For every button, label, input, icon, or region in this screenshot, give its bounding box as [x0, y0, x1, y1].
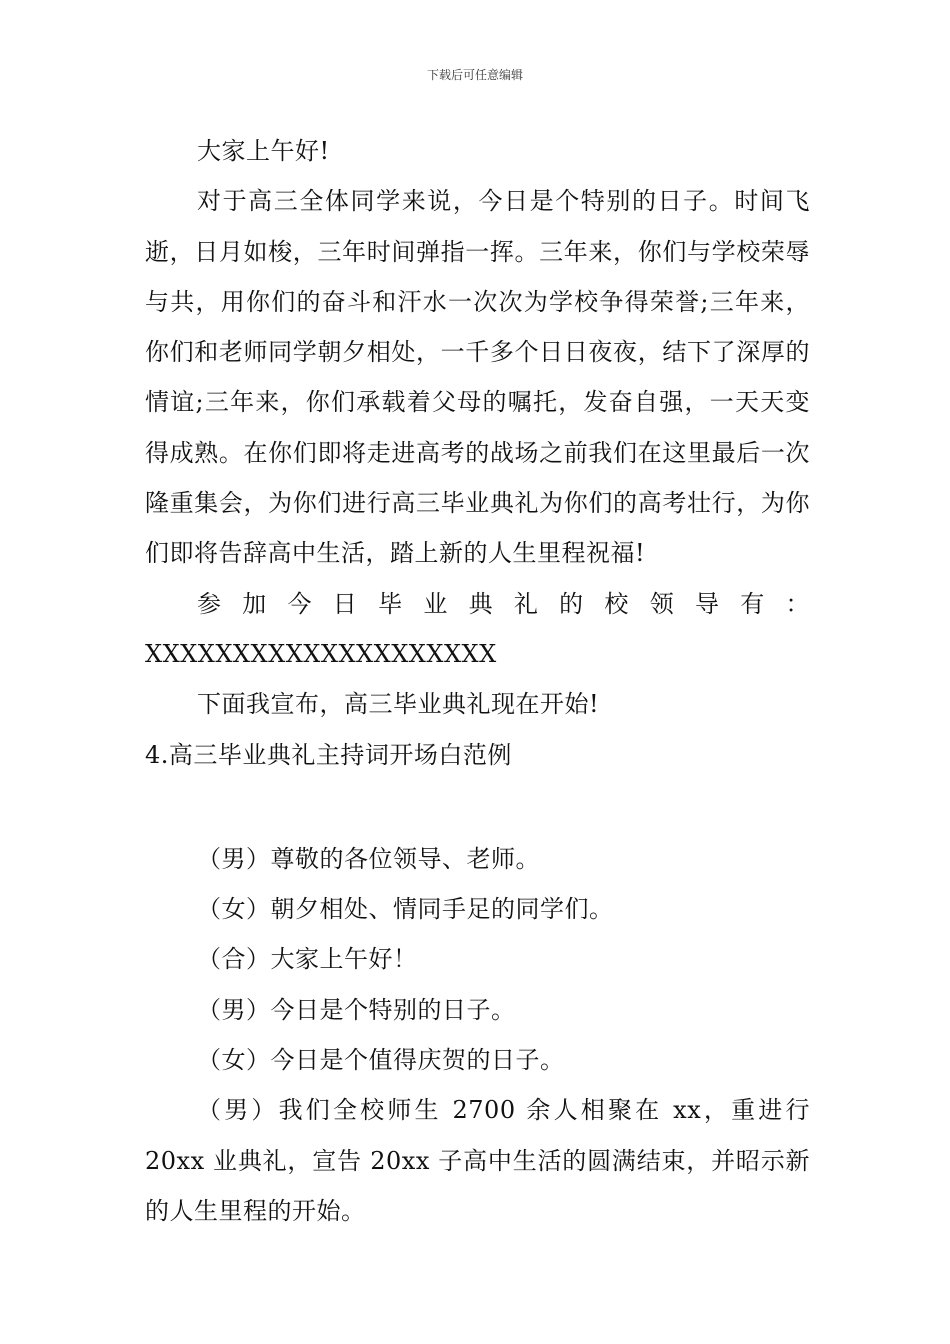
greeting-paragraph: 大家上午好! [197, 137, 330, 165]
host-line: （男）尊敬的各位领导、老师。 [197, 844, 540, 873]
section-heading: 4.高三毕业典礼主持词开场白范例 [145, 740, 512, 769]
page-header-note: 下载后可任意编辑 [426, 68, 523, 82]
announcement-paragraph: 下面我宣布，高三毕业典礼现在开始! [197, 690, 600, 719]
host-line: （合）大家上午好！ [197, 945, 418, 974]
host-line: （男）我们全校师生 2700 余人相聚在 xx，重进行 20xx 业典礼，宣告 20xx 子高中生活的圆满结束，并昭示新的人生里程的开始。 [145, 1096, 810, 1225]
leaders-paragraph: 参加今日毕业典礼的校领导有：XXXXXXXXXXXXXXXXXXXX [145, 589, 810, 668]
host-line: （男）今日是个特别的日子。 [197, 995, 516, 1024]
opening-paragraph: 对于高三全体同学来说，今日是个特别的日子。时间飞逝，日月如梭，三年时间弹指一挥。三年来，你们与学校荣辱与共，用你们的奋斗和汗水一次次为学校争得荣誉;三年来，你们和老师同学朝夕相处，一千多个日日夜夜，结下了深厚的情谊;三年来，你们承载着父母的嘱托，发奋自强，一天天变得成熟。在你们即将走进高考的战场之前我们在这里最后一次隆重集会，为你们进行高三毕业典礼为你们的高考壮行，为你们即将告辞高中生活，踏上新的人生里程祝福! [145, 187, 810, 568]
host-line: （女）朝夕相处、情同手足的同学们。 [197, 895, 614, 924]
section-spacer [145, 780, 810, 834]
document-body [145, 126, 810, 1236]
host-line: （女）今日是个值得庆贺的日子。 [197, 1046, 565, 1075]
